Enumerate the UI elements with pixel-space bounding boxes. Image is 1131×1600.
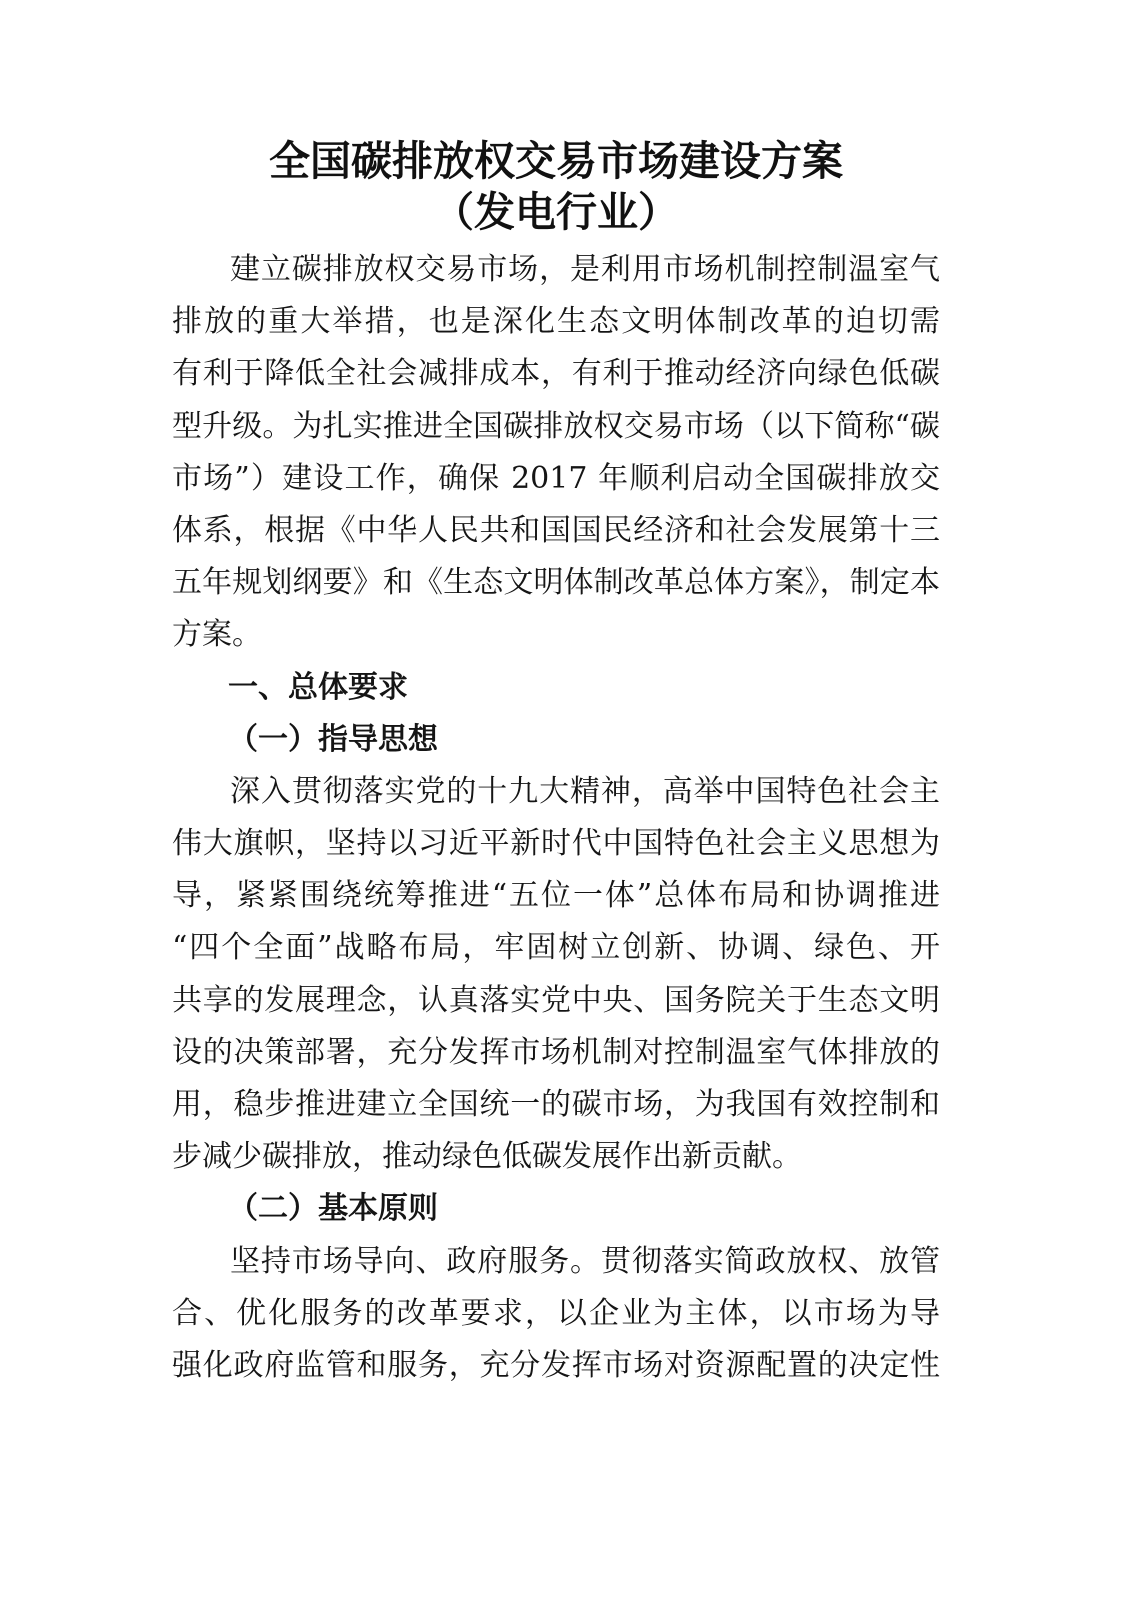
paragraph-line: 方案。 [172,617,262,653]
intro-paragraph [172,244,940,662]
section-heading: 一、总体要求 [228,669,408,705]
paragraph-line: 排放的重大举措，也是深化生态文明体制改革的迫切需 [172,304,940,340]
basic-principles-paragraph [172,1236,940,1393]
subsection-heading-basic-principles: （二）基本原则 [228,1191,438,1227]
paragraph-line: 共享的发展理念，认真落实党中央、国务院关于生态文明 [172,982,940,1018]
paragraph-line: 用，稳步推进建立全国统一的碳市场，为我国有效控制和 [172,1087,940,1122]
paragraph-line: “四个全面”战略布局，牢固树立创新、协调、绿色、开 [172,930,940,966]
paragraph-line: 建立碳排放权交易市场，是利用市场机制控制温室气 [230,252,940,287]
paragraph-line: 五年规划纲要》和《生态文明体制改革总体方案》，制定本 [172,565,940,601]
paragraph-line: 设的决策部署，充分发挥市场机制对控制温室气体排放的 [172,1034,940,1070]
title-subtitle: （发电行业） [433,188,679,236]
paragraph-line: 合、优化服务的改革要求，以企业为主体，以市场为导 [172,1295,940,1331]
paragraph-line: 型升级。为扎实推进全国碳排放权交易市场（以下简称“碳 [172,408,940,444]
paragraph-line: 深入贯彻落实党的十九大精神，高举中国特色社会主 [230,773,940,809]
paragraph-line: 市场”）建设工作，确保 2017 年顺利启动全国碳排放交 [172,460,940,496]
paragraph-line: 强化政府监管和服务，充分发挥市场对资源配置的决定性 [172,1347,940,1383]
paragraph-line: 伟大旗帜，坚持以习近平新时代中国特色社会主义思想为 [172,826,940,862]
guiding-thought-paragraph [172,766,940,1184]
paragraph-line: 有利于降低全社会减排成本，有利于推动经济向绿色低碳 [172,356,940,392]
document-title [172,136,940,238]
paragraph-line: 步减少碳排放，推动绿色低碳发展作出新贡献。 [172,1139,802,1175]
document-body [172,244,940,1392]
paragraph-line: 坚持市场导向、政府服务。贯彻落实简政放权、放管 [230,1243,940,1279]
subsection-heading-guiding-thought: （一）指导思想 [228,721,438,757]
paragraph-line: 体系，根据《中华人民共和国国民经济和社会发展第十三 [172,512,940,548]
paragraph-line: 导，紧紧围绕统筹推进“五位一体”总体布局和协调推进 [172,878,940,914]
title-main: 全国碳排放权交易市场建设方案 [269,137,843,185]
